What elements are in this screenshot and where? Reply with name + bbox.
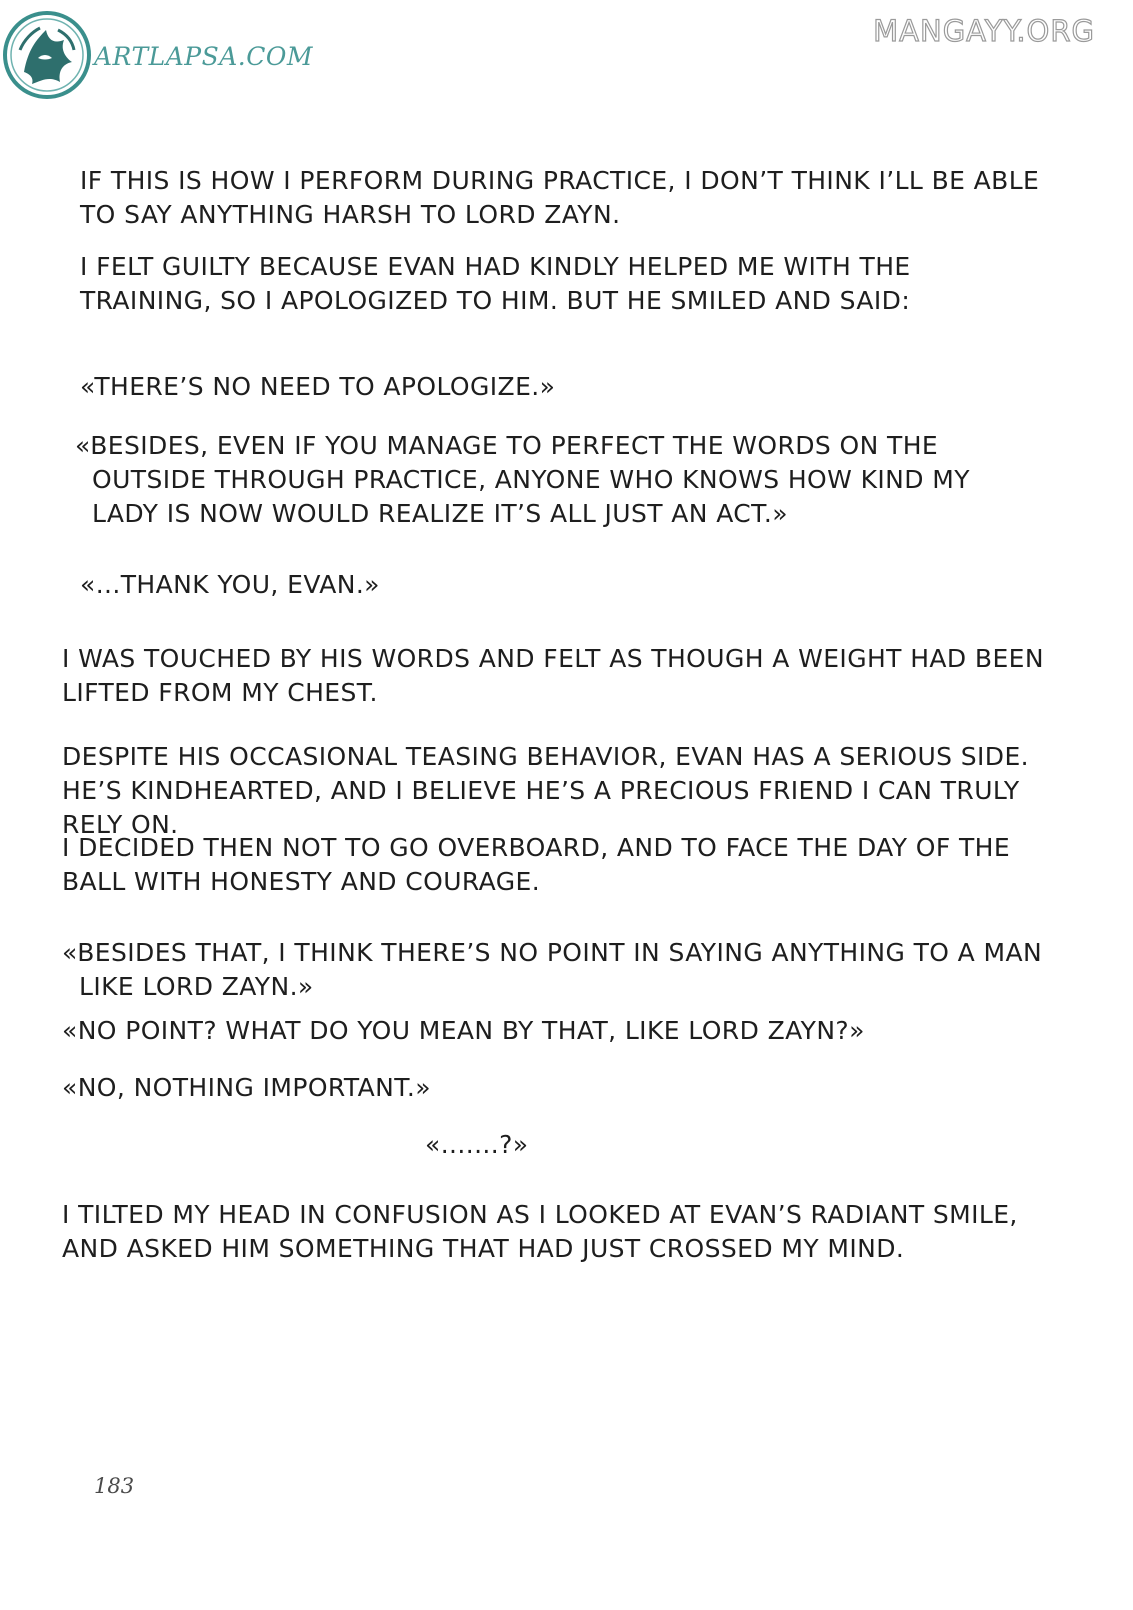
paragraph: I DECIDED THEN NOT TO GO OVERBOARD, AND TO FACE THE DAY OF THE BALL WITH HONESTY AND COURAGE.	[62, 833, 1011, 896]
page-number: 183	[94, 1474, 135, 1498]
dialogue: «THERE’S NO NEED TO APOLOGIZE.»	[80, 372, 556, 401]
dialogue: «...THANK YOU, EVAN.»	[80, 570, 380, 599]
wolf-emblem-icon	[2, 10, 92, 100]
dialogue: «NO POINT? WHAT DO YOU MEAN BY THAT, LIKE LORD ZAYN?»	[62, 1016, 865, 1045]
logo-text: ARTLAPSA.COM	[94, 42, 313, 71]
paragraph: DESPITE HIS OCCASIONAL TEASING BEHAVIOR, EVAN HAS A SERIOUS SIDE. HE’S KINDHEARTED, AND I BELIEVE HE’S A PRECIOUS FRIEND I CAN TRULY RELY ON.	[62, 742, 1030, 839]
paragraph: I TILTED MY HEAD IN CONFUSION AS I LOOKED AT EVAN’S RADIANT SMILE, AND ASKED HIM SOMETHING THAT HAD JUST CROSSED MY MIND.	[62, 1200, 1018, 1263]
site-logo[interactable]	[0, 10, 340, 105]
paragraph: IF THIS IS HOW I PERFORM DURING PRACTICE, I DON’T THINK I’LL BE ABLE TO SAY ANYTHING HARSH TO LORD ZAYN.	[80, 166, 1040, 229]
dialogue: «.......?»	[425, 1130, 529, 1159]
dialogue: «BESIDES, EVEN IF YOU MANAGE TO PERFECT THE WORDS ON THE OUTSIDE THROUGH PRACTICE, ANYONE WHO KNOWS HOW KIND MY LADY IS NOW WOULD REALIZE IT’S ALL JUST AN ACT.»	[75, 431, 970, 528]
paragraph: I FELT GUILTY BECAUSE EVAN HAD KINDLY HELPED ME WITH THE TRAINING, SO I APOLOGIZED TO HIM. BUT HE SMILED AND SAID:	[80, 252, 911, 315]
paragraph: I WAS TOUCHED BY HIS WORDS AND FELT AS THOUGH A WEIGHT HAD BEEN LIFTED FROM MY CHEST.	[62, 644, 1044, 707]
dialogue: «BESIDES THAT, I THINK THERE’S NO POINT IN SAYING ANYTHING TO A MAN LIKE LORD ZAYN.»	[62, 938, 1043, 1001]
dialogue: «NO, NOTHING IMPORTANT.»	[62, 1073, 431, 1102]
watermark-text: MANGAYY.ORG	[873, 14, 1095, 48]
